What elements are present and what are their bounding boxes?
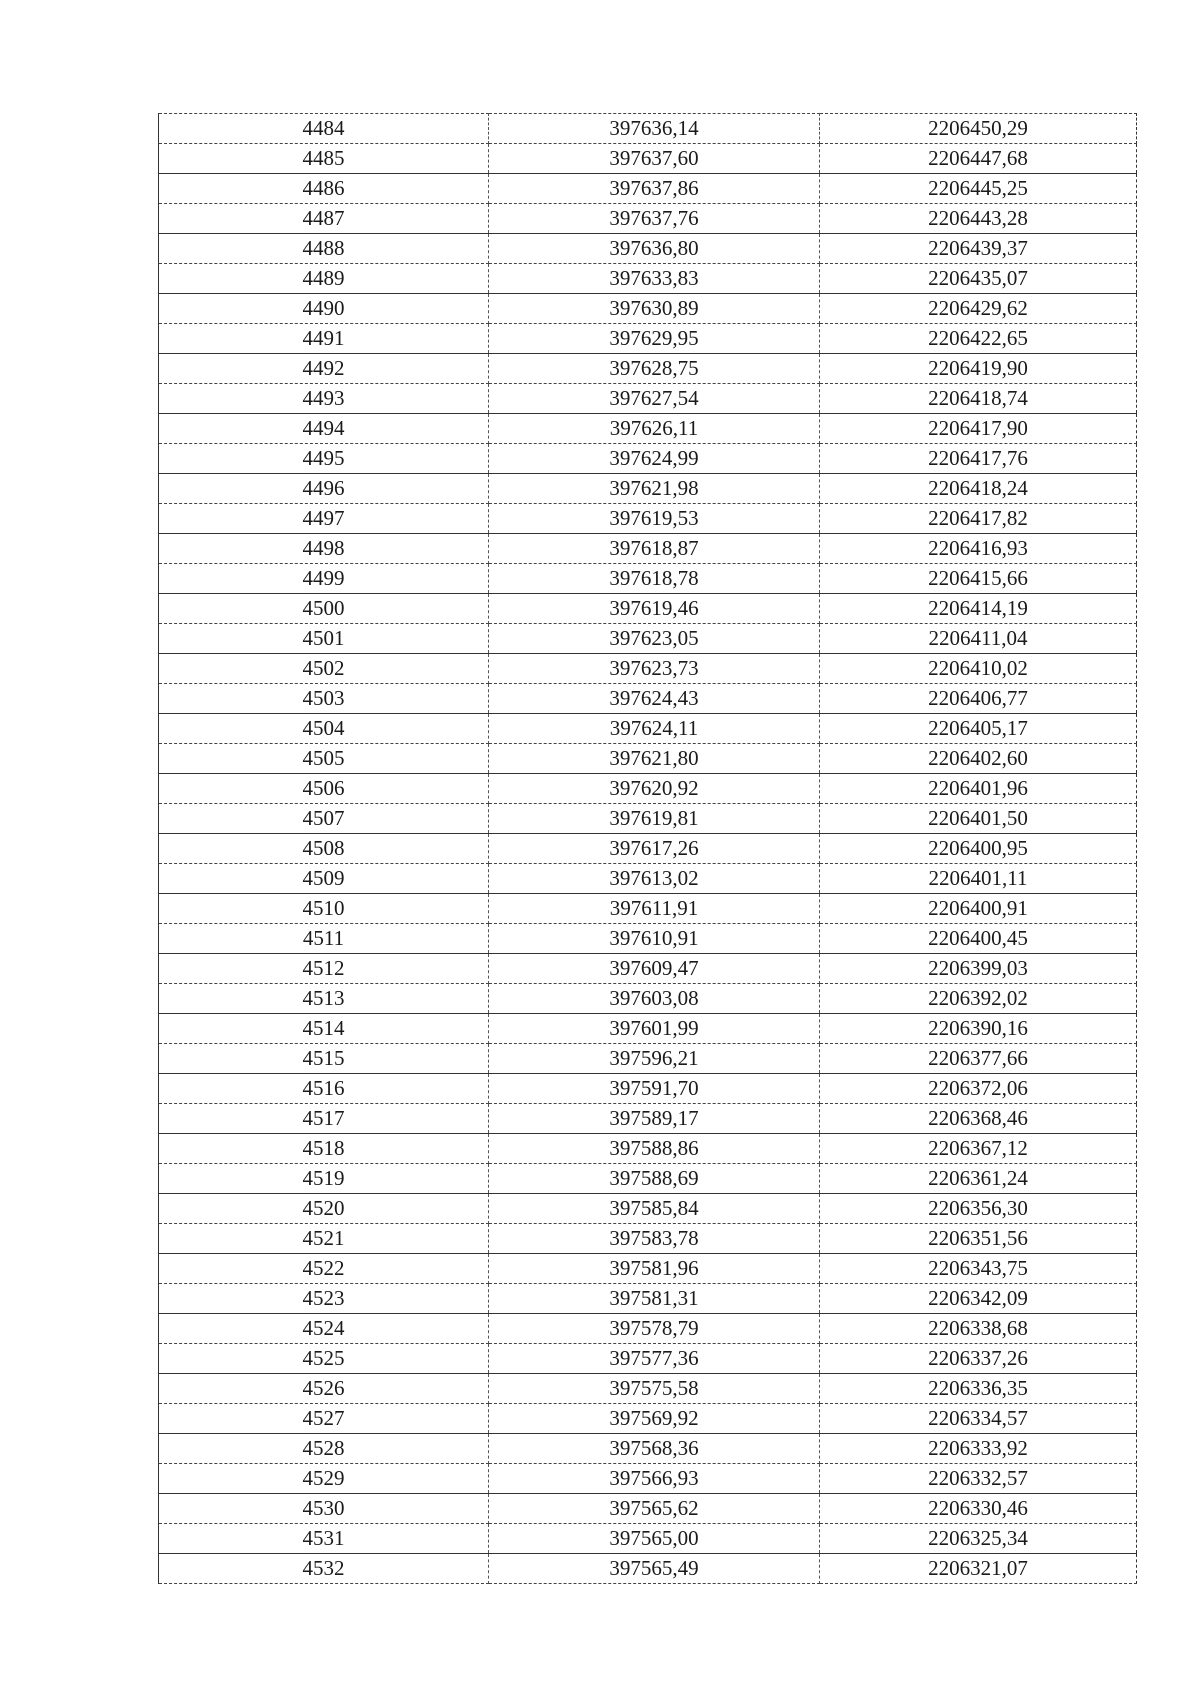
- table-row: [159, 1014, 1137, 1044]
- table-row: [159, 144, 1137, 174]
- table-row: [159, 894, 1137, 924]
- y-coordinate-cell: 2206447,68: [820, 144, 1137, 174]
- point-number-cell: 4527: [159, 1404, 489, 1434]
- table-row: [159, 534, 1137, 564]
- x-coordinate-cell: 397611,91: [489, 894, 820, 924]
- coordinates-table: [158, 113, 1137, 1584]
- y-coordinate-cell: 2206337,26: [820, 1344, 1137, 1374]
- x-coordinate-cell: 397636,80: [489, 234, 820, 264]
- point-number-cell: 4511: [159, 924, 489, 954]
- y-coordinate-cell: 2206334,57: [820, 1404, 1137, 1434]
- table-row: [159, 1314, 1137, 1344]
- y-coordinate-cell: 2206321,07: [820, 1554, 1137, 1584]
- table-row: [159, 1494, 1137, 1524]
- table-row: [159, 204, 1137, 234]
- point-number-cell: 4499: [159, 564, 489, 594]
- table-row: [159, 774, 1137, 804]
- x-coordinate-cell: 397591,70: [489, 1074, 820, 1104]
- table-row: [159, 1044, 1137, 1074]
- x-coordinate-cell: 397565,62: [489, 1494, 820, 1524]
- point-number-cell: 4521: [159, 1224, 489, 1254]
- x-coordinate-cell: 397583,78: [489, 1224, 820, 1254]
- table-row: [159, 1464, 1137, 1494]
- y-coordinate-cell: 2206439,37: [820, 234, 1137, 264]
- point-number-cell: 4487: [159, 204, 489, 234]
- point-number-cell: 4489: [159, 264, 489, 294]
- point-number-cell: 4525: [159, 1344, 489, 1374]
- x-coordinate-cell: 397613,02: [489, 864, 820, 894]
- y-coordinate-cell: 2206332,57: [820, 1464, 1137, 1494]
- x-coordinate-cell: 397596,21: [489, 1044, 820, 1074]
- table-row: [159, 984, 1137, 1014]
- x-coordinate-cell: 397629,95: [489, 324, 820, 354]
- point-number-cell: 4518: [159, 1134, 489, 1164]
- x-coordinate-cell: 397627,54: [489, 384, 820, 414]
- x-coordinate-cell: 397585,84: [489, 1194, 820, 1224]
- x-coordinate-cell: 397609,47: [489, 954, 820, 984]
- x-coordinate-cell: 397624,43: [489, 684, 820, 714]
- point-number-cell: 4494: [159, 414, 489, 444]
- x-coordinate-cell: 397637,86: [489, 174, 820, 204]
- x-coordinate-cell: 397565,00: [489, 1524, 820, 1554]
- x-coordinate-cell: 397577,36: [489, 1344, 820, 1374]
- table-row: [159, 1554, 1137, 1584]
- point-number-cell: 4508: [159, 834, 489, 864]
- y-coordinate-cell: 2206402,60: [820, 744, 1137, 774]
- y-coordinate-cell: 2206406,77: [820, 684, 1137, 714]
- y-coordinate-cell: 2206445,25: [820, 174, 1137, 204]
- table-row: [159, 234, 1137, 264]
- table-row: [159, 1344, 1137, 1374]
- point-number-cell: 4513: [159, 984, 489, 1014]
- table-row: [159, 714, 1137, 744]
- table-row: [159, 864, 1137, 894]
- y-coordinate-cell: 2206450,29: [820, 114, 1137, 144]
- table-row: [159, 1374, 1137, 1404]
- x-coordinate-cell: 397566,93: [489, 1464, 820, 1494]
- y-coordinate-cell: 2206325,34: [820, 1524, 1137, 1554]
- y-coordinate-cell: 2206418,24: [820, 474, 1137, 504]
- table-row: [159, 1074, 1137, 1104]
- table-row: [159, 294, 1137, 324]
- point-number-cell: 4498: [159, 534, 489, 564]
- point-number-cell: 4504: [159, 714, 489, 744]
- point-number-cell: 4519: [159, 1164, 489, 1194]
- x-coordinate-cell: 397628,75: [489, 354, 820, 384]
- y-coordinate-cell: 2206435,07: [820, 264, 1137, 294]
- x-coordinate-cell: 397637,76: [489, 204, 820, 234]
- point-number-cell: 4506: [159, 774, 489, 804]
- table-row: [159, 1134, 1137, 1164]
- point-number-cell: 4509: [159, 864, 489, 894]
- y-coordinate-cell: 2206429,62: [820, 294, 1137, 324]
- table-row: [159, 744, 1137, 774]
- table-row: [159, 1104, 1137, 1134]
- y-coordinate-cell: 2206400,91: [820, 894, 1137, 924]
- x-coordinate-cell: 397618,78: [489, 564, 820, 594]
- x-coordinate-cell: 397618,87: [489, 534, 820, 564]
- y-coordinate-cell: 2206390,16: [820, 1014, 1137, 1044]
- x-coordinate-cell: 397623,05: [489, 624, 820, 654]
- table-row: [159, 504, 1137, 534]
- point-number-cell: 4507: [159, 804, 489, 834]
- x-coordinate-cell: 397575,58: [489, 1374, 820, 1404]
- point-number-cell: 4529: [159, 1464, 489, 1494]
- y-coordinate-cell: 2206400,95: [820, 834, 1137, 864]
- y-coordinate-cell: 2206368,46: [820, 1104, 1137, 1134]
- table-row: [159, 1434, 1137, 1464]
- y-coordinate-cell: 2206330,46: [820, 1494, 1137, 1524]
- table-row: [159, 654, 1137, 684]
- table-row: [159, 924, 1137, 954]
- y-coordinate-cell: 2206443,28: [820, 204, 1137, 234]
- y-coordinate-cell: 2206417,76: [820, 444, 1137, 474]
- table-row: [159, 1164, 1137, 1194]
- table-row: [159, 444, 1137, 474]
- x-coordinate-cell: 397619,53: [489, 504, 820, 534]
- point-number-cell: 4493: [159, 384, 489, 414]
- table-row: [159, 1524, 1137, 1554]
- y-coordinate-cell: 2206416,93: [820, 534, 1137, 564]
- table-row: [159, 1194, 1137, 1224]
- y-coordinate-cell: 2206417,82: [820, 504, 1137, 534]
- point-number-cell: 4490: [159, 294, 489, 324]
- x-coordinate-cell: 397603,08: [489, 984, 820, 1014]
- table-row: [159, 624, 1137, 654]
- table-row: [159, 414, 1137, 444]
- y-coordinate-cell: 2206414,19: [820, 594, 1137, 624]
- y-coordinate-cell: 2206405,17: [820, 714, 1137, 744]
- point-number-cell: 4528: [159, 1434, 489, 1464]
- x-coordinate-cell: 397621,80: [489, 744, 820, 774]
- point-number-cell: 4503: [159, 684, 489, 714]
- point-number-cell: 4502: [159, 654, 489, 684]
- y-coordinate-cell: 2206399,03: [820, 954, 1137, 984]
- y-coordinate-cell: 2206401,96: [820, 774, 1137, 804]
- table-row: [159, 834, 1137, 864]
- y-coordinate-cell: 2206392,02: [820, 984, 1137, 1014]
- x-coordinate-cell: 397588,69: [489, 1164, 820, 1194]
- point-number-cell: 4531: [159, 1524, 489, 1554]
- table-row: [159, 1404, 1137, 1434]
- y-coordinate-cell: 2206422,65: [820, 324, 1137, 354]
- x-coordinate-cell: 397623,73: [489, 654, 820, 684]
- y-coordinate-cell: 2206333,92: [820, 1434, 1137, 1464]
- x-coordinate-cell: 397630,89: [489, 294, 820, 324]
- table-row: [159, 564, 1137, 594]
- point-number-cell: 4496: [159, 474, 489, 504]
- point-number-cell: 4510: [159, 894, 489, 924]
- x-coordinate-cell: 397565,49: [489, 1554, 820, 1584]
- point-number-cell: 4512: [159, 954, 489, 984]
- y-coordinate-cell: 2206401,50: [820, 804, 1137, 834]
- point-number-cell: 4505: [159, 744, 489, 774]
- point-number-cell: 4517: [159, 1104, 489, 1134]
- table-row: [159, 804, 1137, 834]
- y-coordinate-cell: 2206415,66: [820, 564, 1137, 594]
- table-row: [159, 1224, 1137, 1254]
- point-number-cell: 4486: [159, 174, 489, 204]
- point-number-cell: 4488: [159, 234, 489, 264]
- table-row: [159, 264, 1137, 294]
- x-coordinate-cell: 397636,14: [489, 114, 820, 144]
- point-number-cell: 4532: [159, 1554, 489, 1584]
- point-number-cell: 4524: [159, 1314, 489, 1344]
- point-number-cell: 4485: [159, 144, 489, 174]
- y-coordinate-cell: 2206351,56: [820, 1224, 1137, 1254]
- x-coordinate-cell: 397581,31: [489, 1284, 820, 1314]
- x-coordinate-cell: 397624,11: [489, 714, 820, 744]
- coordinates-table-body: [159, 114, 1137, 1584]
- table-row: [159, 684, 1137, 714]
- y-coordinate-cell: 2206336,35: [820, 1374, 1137, 1404]
- y-coordinate-cell: 2206343,75: [820, 1254, 1137, 1284]
- y-coordinate-cell: 2206418,74: [820, 384, 1137, 414]
- table-row: [159, 174, 1137, 204]
- point-number-cell: 4495: [159, 444, 489, 474]
- x-coordinate-cell: 397637,60: [489, 144, 820, 174]
- x-coordinate-cell: 397620,92: [489, 774, 820, 804]
- y-coordinate-cell: 2206372,06: [820, 1074, 1137, 1104]
- x-coordinate-cell: 397610,91: [489, 924, 820, 954]
- table-row: [159, 384, 1137, 414]
- point-number-cell: 4520: [159, 1194, 489, 1224]
- y-coordinate-cell: 2206367,12: [820, 1134, 1137, 1164]
- y-coordinate-cell: 2206411,04: [820, 624, 1137, 654]
- table-row: [159, 114, 1137, 144]
- table-row: [159, 474, 1137, 504]
- point-number-cell: 4484: [159, 114, 489, 144]
- x-coordinate-cell: 397633,83: [489, 264, 820, 294]
- x-coordinate-cell: 397601,99: [489, 1014, 820, 1044]
- point-number-cell: 4522: [159, 1254, 489, 1284]
- y-coordinate-cell: 2206338,68: [820, 1314, 1137, 1344]
- x-coordinate-cell: 397619,46: [489, 594, 820, 624]
- y-coordinate-cell: 2206342,09: [820, 1284, 1137, 1314]
- x-coordinate-cell: 397617,26: [489, 834, 820, 864]
- point-number-cell: 4500: [159, 594, 489, 624]
- table-row: [159, 1284, 1137, 1314]
- table-row: [159, 594, 1137, 624]
- point-number-cell: 4516: [159, 1074, 489, 1104]
- x-coordinate-cell: 397569,92: [489, 1404, 820, 1434]
- table-row: [159, 1254, 1137, 1284]
- y-coordinate-cell: 2206410,02: [820, 654, 1137, 684]
- point-number-cell: 4491: [159, 324, 489, 354]
- table-row: [159, 324, 1137, 354]
- x-coordinate-cell: 397626,11: [489, 414, 820, 444]
- point-number-cell: 4526: [159, 1374, 489, 1404]
- x-coordinate-cell: 397568,36: [489, 1434, 820, 1464]
- table-row: [159, 354, 1137, 384]
- point-number-cell: 4501: [159, 624, 489, 654]
- x-coordinate-cell: 397624,99: [489, 444, 820, 474]
- y-coordinate-cell: 2206417,90: [820, 414, 1137, 444]
- y-coordinate-cell: 2206377,66: [820, 1044, 1137, 1074]
- table-row: [159, 954, 1137, 984]
- point-number-cell: 4492: [159, 354, 489, 384]
- x-coordinate-cell: 397589,17: [489, 1104, 820, 1134]
- point-number-cell: 4497: [159, 504, 489, 534]
- point-number-cell: 4523: [159, 1284, 489, 1314]
- point-number-cell: 4515: [159, 1044, 489, 1074]
- point-number-cell: 4530: [159, 1494, 489, 1524]
- y-coordinate-cell: 2206419,90: [820, 354, 1137, 384]
- x-coordinate-cell: 397619,81: [489, 804, 820, 834]
- y-coordinate-cell: 2206361,24: [820, 1164, 1137, 1194]
- y-coordinate-cell: 2206401,11: [820, 864, 1137, 894]
- y-coordinate-cell: 2206356,30: [820, 1194, 1137, 1224]
- point-number-cell: 4514: [159, 1014, 489, 1044]
- x-coordinate-cell: 397621,98: [489, 474, 820, 504]
- x-coordinate-cell: 397588,86: [489, 1134, 820, 1164]
- x-coordinate-cell: 397581,96: [489, 1254, 820, 1284]
- x-coordinate-cell: 397578,79: [489, 1314, 820, 1344]
- y-coordinate-cell: 2206400,45: [820, 924, 1137, 954]
